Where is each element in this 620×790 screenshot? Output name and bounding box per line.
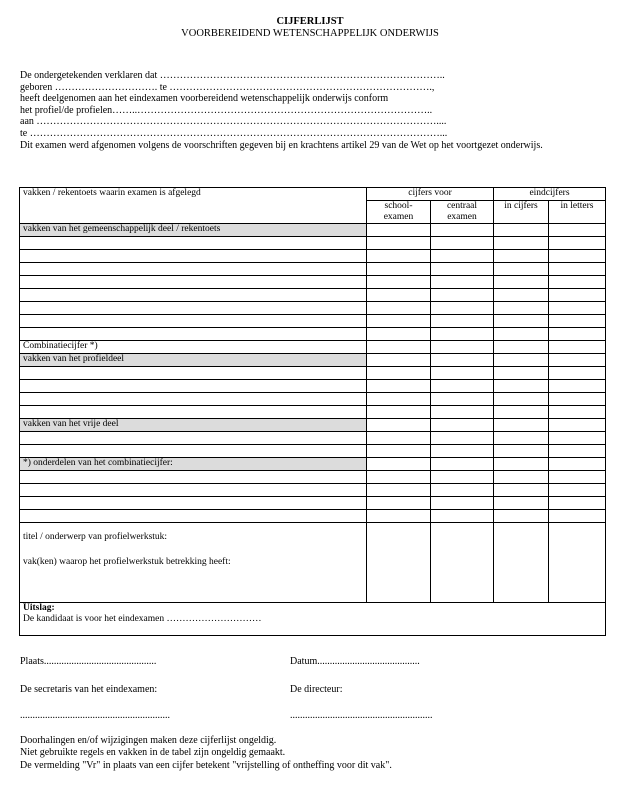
subject-cell[interactable] xyxy=(20,275,367,288)
grade-cell[interactable] xyxy=(494,431,549,444)
subject-cell[interactable] xyxy=(20,379,367,392)
grade-cell[interactable] xyxy=(367,340,431,353)
grade-cell[interactable] xyxy=(367,249,431,262)
grade-cell[interactable] xyxy=(494,301,549,314)
grade-cell[interactable] xyxy=(431,314,494,327)
profielwerkstuk-vak-label: vak(ken) waarop het profielwerkstuk betrekking heeft: xyxy=(23,556,231,567)
section-row-profiel xyxy=(20,353,606,366)
document-header xyxy=(0,16,620,40)
grade-cell[interactable] xyxy=(494,379,549,392)
datum-field[interactable]: Datum......................................... xyxy=(290,656,420,667)
intro-line-school: aan ………………………………………………………………………………………………………….... xyxy=(20,116,447,128)
grade-cell[interactable] xyxy=(549,275,606,288)
profielwerkstuk-cell[interactable] xyxy=(20,522,367,602)
uitslag-label: Uitslag: xyxy=(23,602,55,613)
grade-cell[interactable] xyxy=(494,353,549,366)
grade-cell[interactable] xyxy=(494,262,549,275)
grade-cell[interactable] xyxy=(367,483,431,496)
grade-cell[interactable] xyxy=(367,392,431,405)
grade-cell[interactable] xyxy=(431,327,494,340)
grade-cell[interactable] xyxy=(431,262,494,275)
grade-cell[interactable] xyxy=(549,392,606,405)
table-row xyxy=(20,392,606,405)
grade-cell[interactable] xyxy=(549,483,606,496)
grade-cell[interactable] xyxy=(549,314,606,327)
grade-cell[interactable] xyxy=(494,275,549,288)
grade-cell[interactable] xyxy=(431,392,494,405)
grade-cell[interactable] xyxy=(494,444,549,457)
section-row-vrij xyxy=(20,418,606,431)
grade-cell[interactable] xyxy=(494,288,549,301)
section-row-gemeenschappelijk xyxy=(20,223,606,236)
subject-cell[interactable] xyxy=(20,444,367,457)
col-group-cijfers: cijfers voor xyxy=(367,188,494,201)
table-row xyxy=(20,236,606,249)
grade-cell[interactable] xyxy=(431,444,494,457)
grade-cell[interactable] xyxy=(367,509,431,522)
intro-line-name: De ondergetekenden verklaren dat ………………………………………………………………………….. xyxy=(20,70,445,81)
directeur-label: De directeur: xyxy=(290,684,343,695)
grade-cell[interactable] xyxy=(367,457,431,470)
table-header-row xyxy=(20,188,606,201)
subject-cell[interactable] xyxy=(20,327,367,340)
grade-cell[interactable] xyxy=(549,431,606,444)
grade-cell[interactable] xyxy=(494,470,549,483)
table-row xyxy=(20,314,606,327)
grade-cell[interactable] xyxy=(367,262,431,275)
col-header-centraal-examen: centraal examen xyxy=(431,201,494,224)
col-header-subject: vakken / rekentoets waarin examen is afgelegd xyxy=(20,188,367,224)
subject-cell[interactable] xyxy=(20,392,367,405)
grade-cell[interactable] xyxy=(431,223,494,236)
profielwerkstuk-row xyxy=(20,522,606,602)
grade-cell[interactable] xyxy=(431,340,494,353)
signature-line-secretaris[interactable]: ............................................................ xyxy=(20,710,170,721)
grade-cell[interactable] xyxy=(431,431,494,444)
col-header-in-letters: in letters xyxy=(549,201,606,224)
grades-table xyxy=(19,187,606,636)
document-subtitle: VOORBEREIDEND WETENSCHAPPELIJK ONDERWIJS xyxy=(181,28,439,40)
grade-cell[interactable] xyxy=(431,301,494,314)
col-header-in-cijfers: in cijfers xyxy=(494,201,549,224)
grade-cell[interactable] xyxy=(494,327,549,340)
grade-cell[interactable] xyxy=(549,405,606,418)
grade-cell[interactable] xyxy=(549,444,606,457)
grade-cell[interactable] xyxy=(549,457,606,470)
grade-cell[interactable] xyxy=(494,223,549,236)
note-doorhalingen: Doorhalingen en/of wijzigingen maken deze cijferlijst ongeldig. xyxy=(20,735,277,746)
grade-cell[interactable] xyxy=(431,249,494,262)
grade-cell[interactable] xyxy=(367,314,431,327)
col-header-schoolexamen: school- examen xyxy=(367,201,431,224)
grade-cell[interactable] xyxy=(549,496,606,509)
section-label-vrij: vakken van het vrije deel xyxy=(20,418,367,431)
grade-cell[interactable] xyxy=(494,392,549,405)
table-row xyxy=(20,379,606,392)
uitslag-text: De kandidaat is voor het eindexamen ………………………… xyxy=(23,613,262,624)
grade-cell[interactable] xyxy=(367,431,431,444)
rows-gemeenschappelijk xyxy=(20,236,606,340)
grade-cell[interactable] xyxy=(431,236,494,249)
subject-cell[interactable] xyxy=(20,262,367,275)
grade-cell[interactable] xyxy=(549,509,606,522)
subject-cell[interactable] xyxy=(20,288,367,301)
grade-cell[interactable] xyxy=(431,418,494,431)
subject-cell[interactable] xyxy=(20,470,367,483)
subject-cell[interactable] xyxy=(20,483,367,496)
grade-cell[interactable] xyxy=(494,405,549,418)
grade-cell[interactable] xyxy=(549,288,606,301)
table-row xyxy=(20,288,606,301)
grade-cell[interactable] xyxy=(431,470,494,483)
document-title: CIJFERLIJST xyxy=(276,16,344,27)
subject-cell[interactable] xyxy=(20,509,367,522)
table-row xyxy=(20,405,606,418)
grade-cell[interactable] xyxy=(367,353,431,366)
section-label-gemeenschappelijk: vakken van het gemeenschappelijk deel / rekentoets xyxy=(20,223,367,236)
grade-cell[interactable] xyxy=(431,405,494,418)
grade-cell[interactable] xyxy=(494,314,549,327)
grade-cell[interactable] xyxy=(367,288,431,301)
grade-cell[interactable] xyxy=(494,496,549,509)
uitslag-cell[interactable] xyxy=(20,602,606,635)
grade-cell[interactable] xyxy=(494,418,549,431)
grade-cell[interactable] xyxy=(494,340,549,353)
grade-cell[interactable] xyxy=(431,457,494,470)
grade-cell[interactable] xyxy=(367,405,431,418)
grade-cell[interactable] xyxy=(431,496,494,509)
subject-cell[interactable] xyxy=(20,405,367,418)
grade-cell[interactable] xyxy=(494,483,549,496)
table-row xyxy=(20,262,606,275)
grade-cell[interactable] xyxy=(549,249,606,262)
rows-profiel xyxy=(20,366,606,418)
grade-cell[interactable] xyxy=(494,522,549,602)
note-ongebruikte-regels: Niet gebruikte regels en vakken in de tabel zijn ongeldig gemaakt. xyxy=(20,747,286,759)
table-row xyxy=(20,249,606,262)
grade-cell[interactable] xyxy=(494,236,549,249)
combinatiecijfer-label: Combinatiecijfer *) xyxy=(20,340,367,353)
table-row xyxy=(20,496,606,509)
subject-cell[interactable] xyxy=(20,366,367,379)
grade-cell[interactable] xyxy=(494,366,549,379)
intro-line-place: te ……………………………………………………………………………………………………………... xyxy=(20,127,448,139)
rows-vrij xyxy=(20,431,606,457)
grade-cell[interactable] xyxy=(367,301,431,314)
grade-cell[interactable] xyxy=(367,379,431,392)
table-row xyxy=(20,509,606,522)
table-row xyxy=(20,301,606,314)
intro-statement xyxy=(20,70,605,151)
table-row xyxy=(20,275,606,288)
grade-cell[interactable] xyxy=(549,301,606,314)
grade-cell[interactable] xyxy=(367,496,431,509)
table-row xyxy=(20,444,606,457)
grade-cell[interactable] xyxy=(431,275,494,288)
grade-cell[interactable] xyxy=(367,327,431,340)
grade-cell[interactable] xyxy=(367,470,431,483)
grade-cell[interactable] xyxy=(549,262,606,275)
grade-cell[interactable] xyxy=(431,522,494,602)
subject-cell[interactable] xyxy=(20,314,367,327)
grade-cell[interactable] xyxy=(494,509,549,522)
subject-cell[interactable] xyxy=(20,496,367,509)
grade-cell[interactable] xyxy=(367,275,431,288)
section-label-onderdelen: *) onderdelen van het combinatiecijfer: xyxy=(20,457,367,470)
combinatiecijfer-row xyxy=(20,340,606,353)
grade-cell[interactable] xyxy=(549,379,606,392)
grade-cell[interactable] xyxy=(431,509,494,522)
grade-cell[interactable] xyxy=(549,223,606,236)
note-vrijstelling: De vermelding "Vr" in plaats van een cijfer betekent "vrijstelling of ontheffing voor dit vak". xyxy=(20,759,392,771)
grade-cell[interactable] xyxy=(549,340,606,353)
subject-cell[interactable] xyxy=(20,236,367,249)
section-label-profiel: vakken van het profieldeel xyxy=(20,353,367,366)
grade-cell[interactable] xyxy=(367,236,431,249)
table-row xyxy=(20,483,606,496)
grade-cell[interactable] xyxy=(549,366,606,379)
notes-block xyxy=(20,735,392,772)
grade-cell[interactable] xyxy=(367,418,431,431)
intro-line-exam: heeft deelgenomen aan het eindexamen voorbereidend wetenschappelijk onderwijs conform xyxy=(20,93,389,105)
grade-cell[interactable] xyxy=(549,418,606,431)
subject-cell[interactable] xyxy=(20,431,367,444)
table-row xyxy=(20,470,606,483)
grade-cell[interactable] xyxy=(549,353,606,366)
grade-cell[interactable] xyxy=(431,288,494,301)
grade-cell[interactable] xyxy=(431,379,494,392)
grade-cell[interactable] xyxy=(549,236,606,249)
intro-line-birth: geboren …………………………. te ……………………………………………………………………., xyxy=(20,81,435,93)
grade-cell[interactable] xyxy=(367,366,431,379)
col-group-eindcijfers: eindcijfers xyxy=(494,188,606,201)
subject-cell[interactable] xyxy=(20,249,367,262)
signature-line-directeur[interactable]: ......................................................... xyxy=(290,710,433,721)
grade-cell[interactable] xyxy=(431,366,494,379)
grade-cell[interactable] xyxy=(431,483,494,496)
rows-onderdelen xyxy=(20,470,606,522)
intro-line-profile: het profiel/de profielen……..…………………………………………………………………………….. xyxy=(20,104,433,116)
plaats-field[interactable]: Plaats............................................. xyxy=(20,656,157,667)
grade-cell[interactable] xyxy=(367,223,431,236)
table-row xyxy=(20,366,606,379)
grade-cell[interactable] xyxy=(367,444,431,457)
table-row xyxy=(20,431,606,444)
section-row-onderdelen xyxy=(20,457,606,470)
grade-cell[interactable] xyxy=(549,522,606,602)
grade-cell[interactable] xyxy=(549,327,606,340)
grade-cell[interactable] xyxy=(494,249,549,262)
subject-cell[interactable] xyxy=(20,301,367,314)
grade-cell[interactable] xyxy=(549,470,606,483)
grade-cell[interactable] xyxy=(431,353,494,366)
grade-cell[interactable] xyxy=(367,522,431,602)
secretaris-label: De secretaris van het eindexamen: xyxy=(20,684,158,695)
profielwerkstuk-title-label: titel / onderwerp van profielwerkstuk: xyxy=(23,531,168,542)
uitslag-row xyxy=(20,602,606,635)
intro-line-legal: Dit examen werd afgenomen volgens de voorschriften gegeven bij en krachtens artikel 29 van de Wet op het voortgezet onderwijs. xyxy=(20,139,543,151)
grade-cell[interactable] xyxy=(494,457,549,470)
table-row xyxy=(20,327,606,340)
